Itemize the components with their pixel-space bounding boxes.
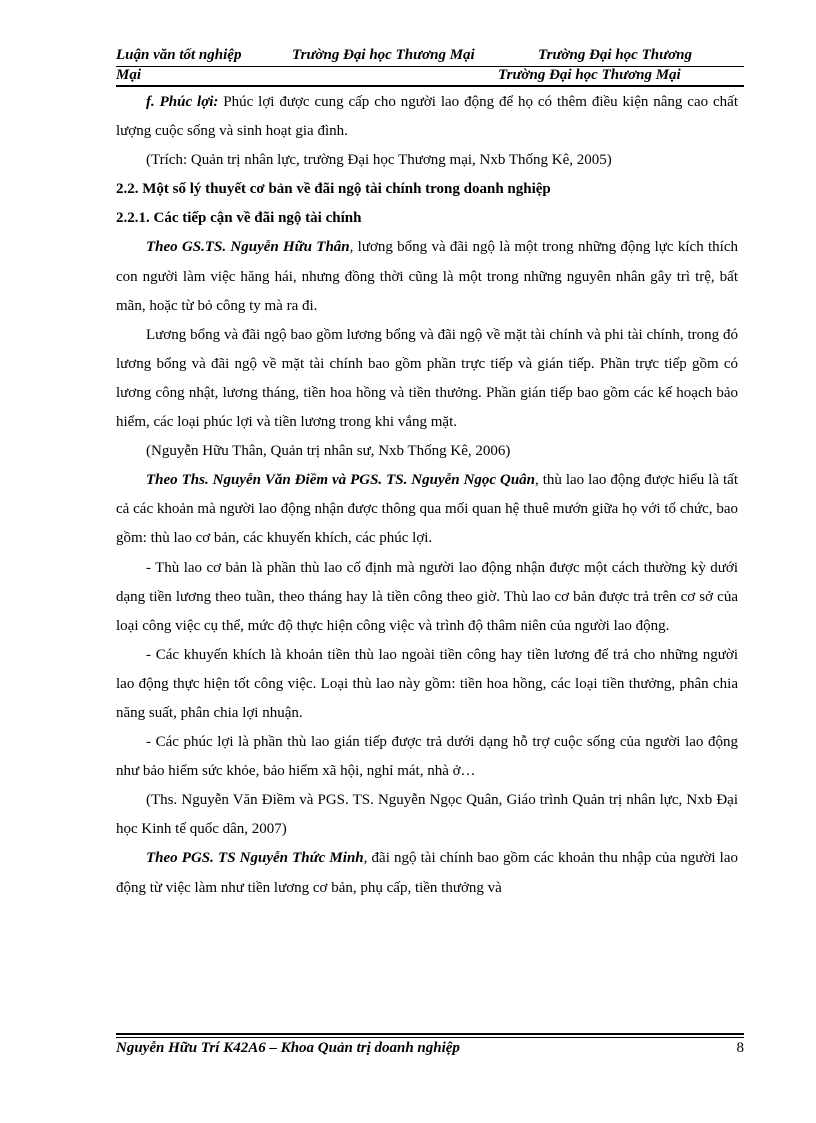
citation-2: (Nguyễn Hữu Thân, Quản trị nhân sư, Nxb Thống Kê, 2006) [146,443,511,460]
footer-rule-1 [116,1033,744,1035]
section-heading-2-2: 2.2. Một số lý thuyết cơ bản về đãi ngộ tài chính trong doanh nghiệp [116,181,551,198]
footer-text: Nguyễn Hữu Trí K42A6 – Khoa Quản trị doanh nghiệp [116,1040,460,1056]
citation-3: (Ths. Nguyễn Văn Điềm và PGS. TS. Nguyễn Ngọc Quân, Giáo trình Quản trị nhân lực, Nxb Đại học Kinh tế quốc dân, 2007) [116,792,738,838]
paragraph-diem-quan [116,466,738,553]
phuc-loi-label: f. Phúc lợi: [146,94,219,110]
author-label-thuc-minh: Theo PGS. TS Nguyễn Thức Minh [146,850,364,867]
header-left: Luận văn tốt nghiệp [116,47,242,63]
section-heading-2-2-1: 2.2.1. Các tiếp cận về đãi ngộ tài chính [116,210,362,227]
header-line2-right: Trường Đại học Thương Mại [498,67,681,83]
author-label-than: Theo GS.TS. Nguyễn Hữu Thân [146,239,350,256]
document-body [116,88,738,903]
paragraph-nguyen-huu-than [116,233,738,320]
paragraph-phuc-loi-gian-tiep: - Các phúc lợi là phần thù lao gián tiếp được trả dưới dạng hỗ trợ cuộc sống của người lao động như bảo hiểm sức khỏe, bảo hiểm xã hội, nghỉ mát, nhà ở… [116,734,738,780]
citation-1: (Trích: Quản trị nhân lực, trường Đại học Thương mại, Nxb Thống Kê, 2005) [146,152,612,169]
paragraph-luong-bong: Lương bổng và đãi ngộ bao gồm lương bổng và đãi ngộ về mặt tài chính và phi tài chính, trong đó lương bổng và đãi ngộ về mặt tài chính bao gồm phần trực tiếp và gián tiếp. Phần trực tiếp gồm có lương công nhật, lương tháng, tiền hoa hồng và tiền thưởng. Phần gián tiếp bao gồm các kế hoạch bảo hiểm, các loại phúc lợi và tiền lương trong khi vắng mặt. [116,326,738,431]
paragraph-text-diem-quan: , thù lao lao động được hiểu là tất cả các khoản mà người lao động nhận được thông qua mối quan hệ thuê mướn giữa họ với tổ chức, bao gồm: thù lao cơ bản, các khuyến khích, các phúc lợi. [116,472,738,547]
page-number: 8 [736,1040,744,1056]
paragraph-khuyen-khich: - Các khuyến khích là khoản tiền thù lao ngoài tiền công hay tiền lương để trả cho những người lao động thực hiện tốt công việc. Loại thù lao này gồm: tiền hoa hồng, các loại tiền thưởng, phân chia năng suất, phân chia lợi nhuận. [116,646,738,721]
header-right: Trường Đại học Thương [538,47,692,63]
header-line-1 [116,47,744,67]
paragraph-thu-lao-co-ban: - Thù lao cơ bản là phần thù lao cố định mà người lao động nhận được một cách thường kỳ dưới dạng tiền lương theo tuần, theo tháng hay là tiền công theo giờ. Thù lao cơ bản được trả trên cơ sở của loại công việc cụ thể, mức độ thực hiện công việc và trình độ thâm niên của người lao động. [116,559,738,634]
header-rule-1 [116,66,744,67]
paragraph-text-than: , lương bổng và đãi ngộ là một trong những động lực kích thích con người làm việc hăng hái, nhưng đồng thời cũng là một trong những nguyên nhân gây trì trệ, bất mãn, hoặc từ bỏ công ty mà ra đi. [116,239,738,314]
paragraph-phuc-loi [116,88,738,146]
header-line-2 [116,67,744,87]
page-footer [116,1040,744,1062]
paragraph-text-thuc-minh: , đãi ngộ tài chính bao gồm các khoản thu nhập của người lao động từ việc làm như tiền lương cơ bản, phụ cấp, tiền thưởng và [116,850,739,896]
phuc-loi-text: Phúc lợi được cung cấp cho người lao động để họ có thêm điều kiện nâng cao chất lượng cuộc sống và sinh hoạt gia đình. [116,94,738,140]
header-rule-2 [116,85,744,87]
author-label-diem-quan: Theo Ths. Nguyễn Văn Điềm và PGS. TS. Nguyễn Ngọc Quân [146,472,536,489]
footer-rule-2 [116,1037,744,1038]
paragraph-thuc-minh [116,844,738,902]
header-middle: Trường Đại học Thương Mại [292,47,475,63]
header-line2-left: Mại [116,67,142,83]
